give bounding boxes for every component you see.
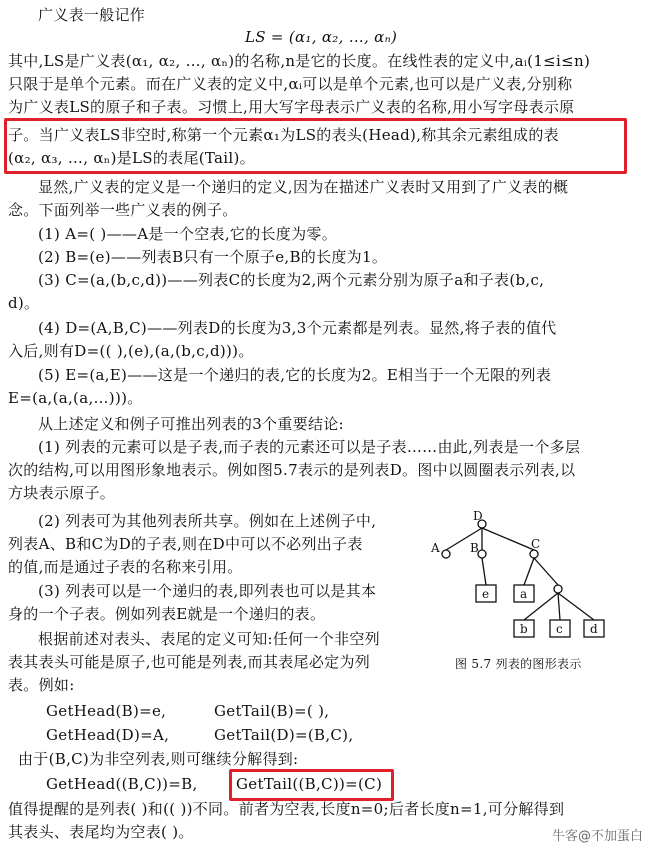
edge-d-c: [482, 528, 534, 550]
highlight-box-head-tail: [4, 118, 627, 174]
para2-line1: 显然,广义表的定义是一个递归的定义,因为在描述广义表时又用到了广义表的概: [38, 178, 569, 196]
figure-caption: 图 5.7 列表的图形表示: [455, 657, 582, 671]
example-4-cont: 入后,则有D=(( ),(e),(a,(b,c,d)))。: [8, 342, 254, 360]
conclusion3-line1: (3) 列表可以是一个递归的表,即列表也可以是其本: [38, 582, 377, 600]
para1-line1: 其中,LS是广义表(α₁, α₂, …, αₙ)的名称,n是它的长度。在线性表的定义中,aᵢ(1≤i≤n): [8, 52, 591, 70]
label-atom-c: c: [556, 622, 563, 636]
edge-sub-c: [558, 593, 560, 620]
conclusion2-line3: 的值,而是通过子表的名称来引用。: [8, 558, 243, 576]
para3-line2: 表其表头可能是原子,也可能是列表,而其表尾必定为列: [8, 653, 371, 671]
list-diagram: [420, 510, 620, 670]
example-3-cont: d)。: [8, 294, 40, 312]
code-gethead-b: GetHead(B)=e,: [46, 702, 167, 720]
conclusion3-line2: 身的一个子表。例如列表E就是一个递归的表。: [8, 605, 326, 623]
edge-c-sub: [534, 558, 558, 585]
example-3: (3) C=(a,(b,c,d))——列表C的长度为2,两个元素分别为原子a和子表(b,c,: [38, 271, 545, 289]
para3-line3: 表。例如:: [8, 676, 75, 694]
list-node-bcd: [554, 585, 562, 593]
intro-heading: 广义表一般记作: [38, 6, 146, 24]
label-c: C: [531, 537, 541, 551]
para1-line3: 为广义表LS的原子和子表。习惯上,用大写字母表示广义表的名称,用小写字母表示原: [8, 98, 575, 116]
para1-line4: 子。当广义表LS非空时,称第一个元素α₁为LS的表头(Head),称其余元素组成的表: [8, 126, 559, 144]
list-node-b: [478, 550, 486, 558]
list-node-a: [442, 550, 450, 558]
example-1: (1) A=( )——A是一个空表,它的长度为零。: [38, 225, 337, 243]
conclusion2-line1: (2) 列表可为其他列表所共享。例如在上述例子中,: [38, 512, 377, 530]
edge-c-a: [524, 558, 534, 585]
edge-b-e: [482, 558, 486, 585]
list-node-c: [530, 550, 538, 558]
para2-line2: 念。下面列举一些广义表的例子。: [8, 201, 238, 219]
example-2: (2) B=(e)——列表B只有一个原子e,B的长度为1。: [38, 248, 388, 266]
highlight-box-gettail: [229, 769, 394, 801]
conclusion1-line2: 次的结构,可以用图形象地表示。例如图5.7表示的是列表D。图中以圆圈表示列表,以: [8, 461, 576, 479]
label-b: B: [470, 541, 479, 555]
label-atom-b: b: [520, 622, 528, 636]
code-gettail-bc: GetTail((B,C))=(C): [236, 775, 383, 793]
para3-line1: 根据前述对表头、表尾的定义可知:任何一个非空列: [38, 630, 380, 648]
watermark: 牛客@不加蛋白: [551, 829, 643, 844]
label-atom-d: d: [590, 622, 598, 636]
label-a: A: [431, 541, 440, 555]
edge-sub-b: [524, 593, 558, 620]
final-line2: 其表头、表尾均为空表( )。: [8, 823, 194, 841]
formula: LS = (α₁, α₂, …, αₙ): [245, 28, 398, 46]
example-4: (4) D=(A,B,C)——列表D的长度为3,3个元素都是列表。显然,将子表的值代: [38, 319, 557, 337]
edge-sub-d: [558, 593, 594, 620]
code-note: 由于(B,C)为非空列表,则可继续分解得到:: [18, 750, 299, 768]
conclusion1-line1: (1) 列表的元素可以是子表,而子表的元素还可以是子表……由此,列表是一个多层: [38, 438, 581, 456]
conclusion-intro: 从上述定义和例子可推出列表的3个重要结论:: [38, 415, 344, 433]
conclusion2-line2: 列表A、B和C为D的子表,则在D中可以不必列出子表: [8, 535, 363, 553]
para1-line5: (α₂, α₃, …, αₙ)是LS的表尾(Tail)。: [8, 149, 255, 167]
code-gethead-d: GetHead(D)=A,: [46, 726, 170, 744]
label-e: e: [482, 587, 490, 601]
example-5: (5) E=(a,E)——这是一个递归的表,它的长度为2。E相当于一个无限的列表: [38, 366, 552, 384]
final-line1: 值得提醒的是列表( )和(( ))不同。前者为空表,长度n=0;后者长度n=1,可分解得到: [8, 800, 565, 818]
para1-line2: 只限于是单个元素。而在广义表的定义中,αᵢ可以是单个元素,也可以是广义表,分别称: [8, 75, 573, 93]
conclusion1-line3: 方块表示原子。: [8, 484, 116, 502]
code-gettail-d: GetTail(D)=(B,C),: [214, 726, 354, 744]
code-gethead-bc: GetHead((B,C))=B,: [46, 775, 198, 793]
example-5-cont: E=(a,(a,(a,…)))。: [8, 389, 143, 407]
code-gettail-b: GetTail(B)=( ),: [214, 702, 330, 720]
label-atom-a: a: [520, 587, 528, 601]
label-d: D: [473, 510, 483, 523]
